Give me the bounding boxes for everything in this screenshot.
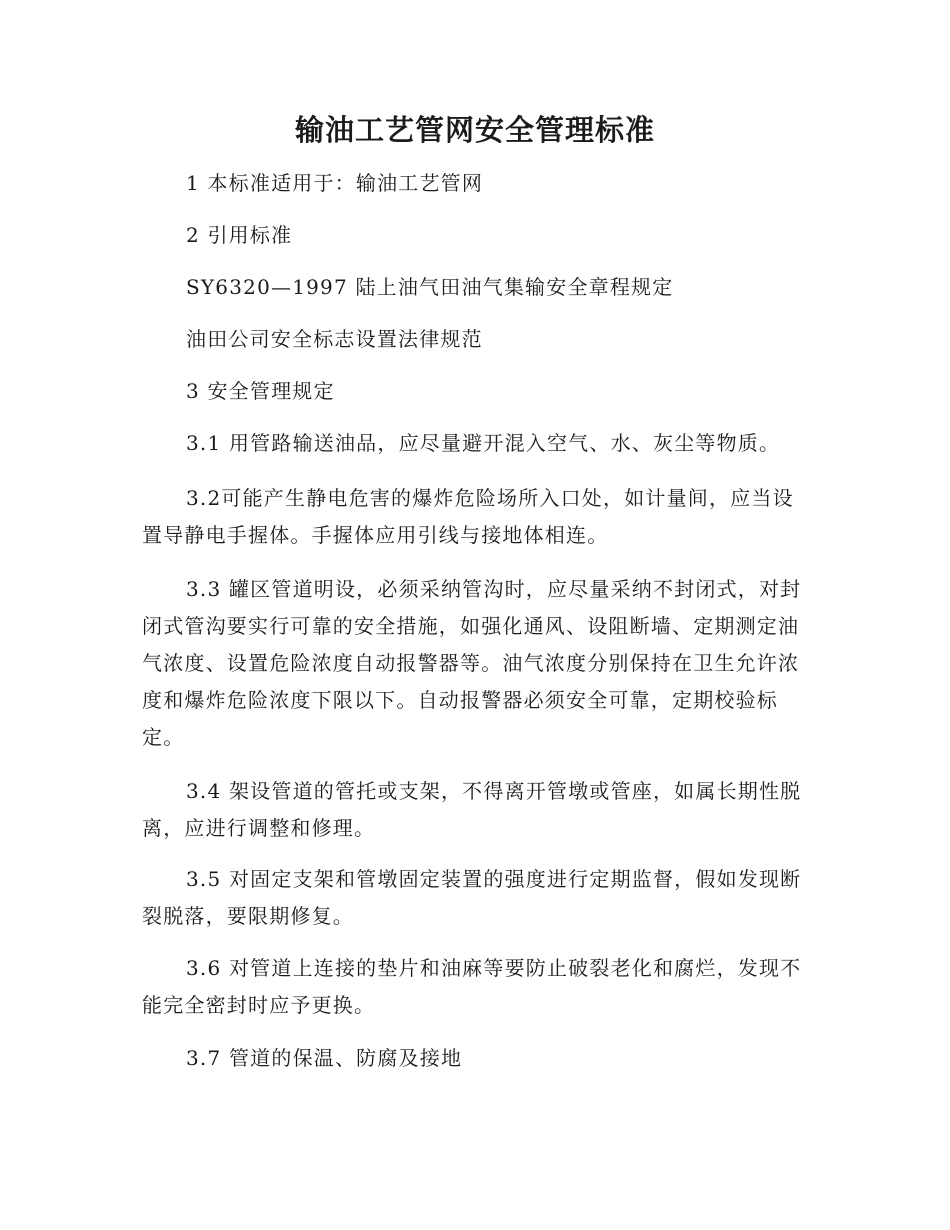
paragraph-3-3: 3.3 罐区管道明设，必须采纳管沟时，应尽量采纳不封闭式，对封闭式管沟要实行可靠的安全措施，如强化通风、设阻断墙、定期测定油气浓度、设置危险浓度自动报警器等。油气浓度分别保持在卫生允许浓度和爆炸危险浓度下限以下。自动报警器必须安全可靠，定期校验标定。: [142, 577, 802, 749]
paragraph-3-7: 3.7 管道的保温、防腐及接地: [186, 1046, 463, 1070]
paragraph-references-heading: 2 引用标准: [186, 223, 293, 247]
document-title: 输油工艺管网安全管理标准: [294, 113, 655, 147]
paragraph-3-1: 3.1 用管路输送油品，应尽量避开混入空气、水、灰尘等物质。: [186, 431, 781, 455]
paragraph-safety-rules-heading: 3 安全管理规定: [186, 379, 335, 403]
paragraph-3-4: 3.4 架设管道的管托或支架，不得离开管墩或管座，如属长期性脱离，应进行调整和修理。: [142, 779, 802, 840]
paragraph-reference-safety-signs: 油田公司安全标志设置法律规范: [186, 327, 483, 351]
paragraph-3-5: 3.5 对固定支架和管墩固定装置的强度进行定期监督，假如发现断裂脱落，要限期修复。: [142, 867, 802, 928]
paragraph-reference-sy6320: SY6320—1997 陆上油气田油气集输安全章程规定: [186, 275, 674, 299]
paragraph-3-6: 3.6 对管道上连接的垫片和油麻等要防止破裂老化和腐烂，发现不能完全密封时应予更换。: [142, 956, 802, 1017]
paragraph-scope: 1 本标准适用于：输油工艺管网: [186, 171, 484, 195]
paragraph-3-2: 3.2可能产生静电危害的爆炸危险场所入口处，如计量间，应当设置导静电手握体。手握体应用引线与接地体相连。: [142, 486, 794, 547]
